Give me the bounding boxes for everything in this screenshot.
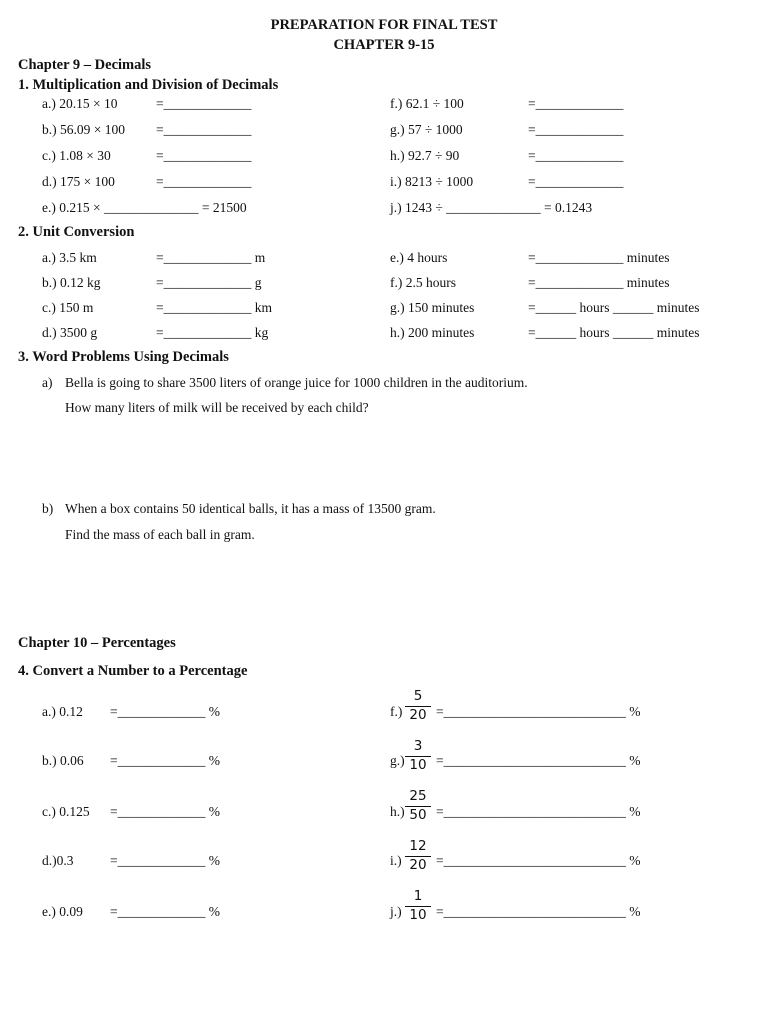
s1-item-g: g.) 57 ÷ 1000: [390, 122, 463, 137]
s4-item-c: c.) 0.125: [42, 804, 90, 819]
s4-item-d: d.)0.3: [42, 853, 74, 868]
denominator: 10: [409, 907, 427, 923]
s3-label-a: a): [42, 375, 53, 390]
s4-label-h: h.): [390, 804, 405, 819]
s4-label-j: j.): [390, 904, 402, 919]
fraction-i: [405, 838, 431, 874]
s1-item-j: j.) 1243 ÷ ______________ = 0.1243: [390, 200, 593, 215]
s4-answer-b: =_____________ %: [110, 753, 220, 768]
s4-answer-a: =_____________ %: [110, 704, 220, 719]
s2-answer-d: =_____________ kg: [156, 325, 269, 340]
s1-answer-b: =_____________: [156, 122, 252, 137]
s1-answer-h: =_____________: [528, 148, 624, 163]
s4-label-f: f.): [390, 704, 403, 719]
s2-item-f: f.) 2.5 hours: [390, 275, 456, 290]
fraction-h: [405, 788, 431, 824]
s2-answer-c: =_____________ km: [156, 300, 272, 315]
numerator: 3: [413, 738, 423, 754]
s2-answer-e: =_____________ minutes: [528, 250, 670, 265]
s1-answer-f: =_____________: [528, 96, 624, 111]
chapter-9-heading: Chapter 9 – Decimals: [18, 57, 152, 73]
numerator: 25: [409, 788, 427, 804]
s1-answer-d: =_____________: [156, 174, 252, 189]
s1-item-d: d.) 175 × 100: [42, 174, 115, 189]
chapter-10-heading: Chapter 10 – Percentages: [18, 635, 176, 651]
s1-answer-a: =_____________: [156, 96, 252, 111]
s1-item-i: i.) 8213 ÷ 1000: [390, 174, 474, 189]
s4-answer-c: =_____________ %: [110, 804, 220, 819]
s2-answer-f: =_____________ minutes: [528, 275, 670, 290]
s1-item-f: f.) 62.1 ÷ 100: [390, 96, 464, 111]
s2-item-e: e.) 4 hours: [390, 250, 448, 265]
denominator: 20: [409, 857, 427, 873]
s1-item-e: e.) 0.215 × ______________ = 21500: [42, 200, 247, 215]
s1-answer-g: =_____________: [528, 122, 624, 137]
s4-answer-i: =___________________________ %: [436, 853, 641, 868]
s2-answer-b: =_____________ g: [156, 275, 262, 290]
fraction-j: [405, 888, 431, 924]
numerator: 5: [413, 688, 423, 704]
s4-answer-e: =_____________ %: [110, 904, 220, 919]
s3-a-line-2: How many liters of milk will be received by each child?: [65, 400, 369, 415]
denominator: 20: [409, 707, 427, 723]
s2-answer-g: =______ hours ______ minutes: [528, 300, 700, 315]
s4-answer-g: =___________________________ %: [436, 753, 641, 768]
s2-item-g: g.) 150 minutes: [390, 300, 475, 315]
s2-item-a: a.) 3.5 km: [42, 250, 97, 265]
s4-label-i: i.): [390, 853, 402, 868]
s1-answer-i: =_____________: [528, 174, 624, 189]
numerator: 1: [413, 888, 423, 904]
section-1-heading: 1. Multiplication and Division of Decimals: [18, 77, 279, 93]
denominator: 50: [409, 807, 427, 823]
page-title: PREPARATION FOR FINAL TEST: [270, 17, 498, 33]
s3-a-line-1: Bella is going to share 3500 liters of orange juice for 1000 children in the auditorium.: [65, 375, 528, 390]
s3-label-b: b): [42, 501, 54, 516]
s4-label-g: g.): [390, 753, 405, 768]
s4-item-a: a.) 0.12: [42, 704, 83, 719]
s3-b-line-1: When a box contains 50 identical balls, it has a mass of 13500 gram.: [65, 501, 436, 516]
s2-item-b: b.) 0.12 kg: [42, 275, 101, 290]
s1-item-a: a.) 20.15 × 10: [42, 96, 118, 111]
section-2-heading: 2. Unit Conversion: [18, 224, 135, 240]
s4-answer-j: =___________________________ %: [436, 904, 641, 919]
page-subtitle: CHAPTER 9-15: [333, 37, 435, 53]
s4-answer-d: =_____________ %: [110, 853, 220, 868]
s4-answer-h: =___________________________ %: [436, 804, 641, 819]
s1-item-c: c.) 1.08 × 30: [42, 148, 111, 163]
numerator: 12: [409, 838, 427, 854]
section-3-heading: 3. Word Problems Using Decimals: [18, 349, 229, 365]
denominator: 10: [409, 757, 427, 773]
s1-item-b: b.) 56.09 × 100: [42, 122, 125, 137]
s2-item-d: d.) 3500 g: [42, 325, 98, 340]
fraction-f: [405, 688, 431, 724]
s4-item-b: b.) 0.06: [42, 753, 84, 768]
s4-answer-f: =___________________________ %: [436, 704, 641, 719]
s3-b-line-2: Find the mass of each ball in gram.: [65, 527, 255, 542]
s2-answer-a: =_____________ m: [156, 250, 266, 265]
s4-item-e: e.) 0.09: [42, 904, 83, 919]
s2-item-h: h.) 200 minutes: [390, 325, 475, 340]
s2-item-c: c.) 150 m: [42, 300, 94, 315]
s1-answer-c: =_____________: [156, 148, 252, 163]
s1-item-h: h.) 92.7 ÷ 90: [390, 148, 460, 163]
section-4-heading: 4. Convert a Number to a Percentage: [18, 663, 248, 679]
s2-answer-h: =______ hours ______ minutes: [528, 325, 700, 340]
fraction-g: [405, 738, 431, 774]
